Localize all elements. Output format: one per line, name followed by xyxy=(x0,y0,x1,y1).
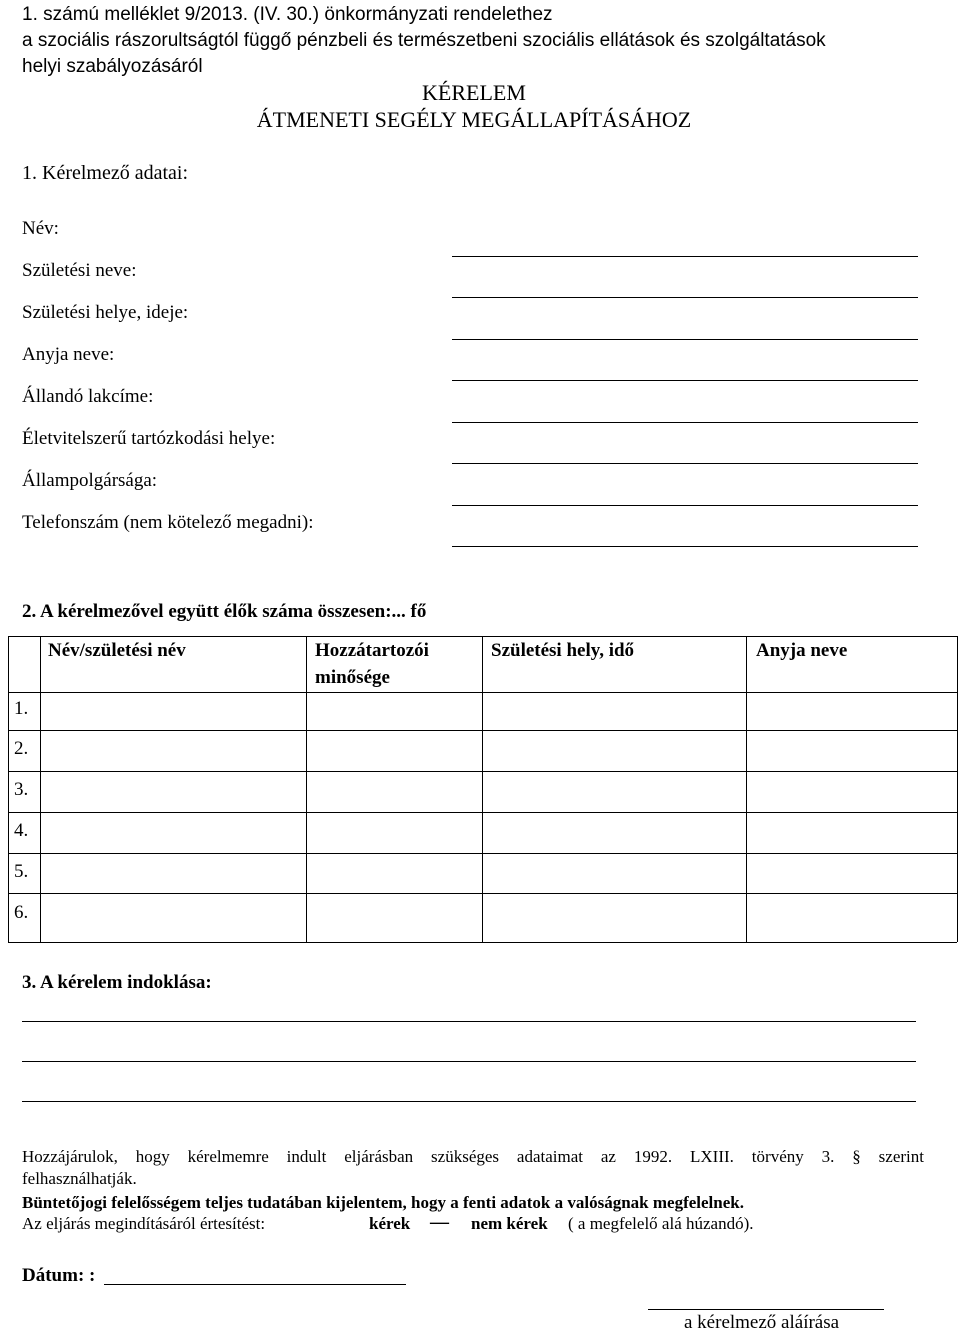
option-hint: ( a megfelelő alá húzandó). xyxy=(568,1214,754,1233)
consent-text-cont: felhasználhatják. xyxy=(22,1169,137,1188)
phone-input-line[interactable] xyxy=(452,546,918,547)
form-title: KÉRELEM xyxy=(422,80,526,105)
field-label-name: Név: xyxy=(22,218,59,239)
signature-line[interactable] xyxy=(648,1309,884,1310)
residence-input-line[interactable] xyxy=(452,463,918,464)
field-label-birth-place-date: Születési helye, ideje: xyxy=(22,302,189,323)
justification-line-1[interactable] xyxy=(22,1021,916,1022)
field-label-birth-name: Születési neve: xyxy=(22,260,137,281)
date-input-line[interactable] xyxy=(104,1284,406,1285)
justification-line-2[interactable] xyxy=(22,1061,916,1062)
row-number: 5. xyxy=(14,861,29,882)
birth-name-input-line[interactable] xyxy=(452,297,918,298)
address-input-line[interactable] xyxy=(452,422,918,423)
regulation-subject-cont: helyi szabályozásáról xyxy=(22,56,203,77)
row-number: 4. xyxy=(14,820,29,841)
field-label-permanent-address: Állandó lakcíme: xyxy=(22,386,154,407)
row-number: 3. xyxy=(14,779,29,800)
section2-heading: 2. A kérelmezővel együtt élők száma összesen:... fő xyxy=(22,601,427,622)
notification-label: Az eljárás megindításáról értesítést: xyxy=(22,1214,266,1233)
field-label-residence: Életvitelszerű tartózkodási helye: xyxy=(22,428,276,449)
row-number: 6. xyxy=(14,902,29,923)
name-input-line[interactable] xyxy=(452,256,918,257)
form-subtitle: ÁTMENETI SEGÉLY MEGÁLLAPÍTÁSÁHOZ xyxy=(256,107,692,132)
birth-place-input-line[interactable] xyxy=(452,339,918,340)
field-label-phone: Telefonszám (nem kötelező megadni): xyxy=(22,512,314,533)
section3-heading: 3. A kérelem indoklása: xyxy=(22,972,212,993)
col-header-relationship-cont: minősége xyxy=(315,667,390,688)
option-request[interactable]: kérek xyxy=(369,1214,411,1233)
criminal-liability-statement: Büntetőjogi felelősségem teljes tudatában kijelentem, hogy a fenti adatok a valóságnak megfelelnek. xyxy=(22,1193,744,1212)
date-label: Dátum: : xyxy=(22,1265,96,1286)
annex-reference: 1. számú melléklet 9/2013. (IV. 30.) önkormányzati rendelethez xyxy=(22,4,553,25)
mother-name-input-line[interactable] xyxy=(452,380,918,381)
regulation-subject: a szociális rászorultságtól függő pénzbeli és természetbeni szociális ellátások és szolgáltatások xyxy=(22,30,826,51)
row-number: 2. xyxy=(14,738,29,759)
consent-text: Hozzájárulok, hogy kérelmemre indult eljárásban szükséges adataimat az 1992. LXIII. törvény 3. § szerint xyxy=(22,1147,924,1166)
option-no-request[interactable]: nem kérek xyxy=(471,1214,548,1233)
justification-line-3[interactable] xyxy=(22,1101,916,1102)
col-header-birth: Születési hely, idő xyxy=(491,640,635,661)
section1-heading: 1. Kérelmező adatai: xyxy=(22,162,189,184)
citizenship-input-line[interactable] xyxy=(452,505,918,506)
field-label-mother-name: Anyja neve: xyxy=(22,344,115,365)
signature-label: a kérelmező aláírása xyxy=(684,1312,840,1333)
col-header-name: Név/születési név xyxy=(48,640,186,661)
row-number: 1. xyxy=(14,698,29,719)
col-header-relationship: Hozzátartozói xyxy=(315,640,429,661)
field-label-citizenship: Állampolgársága: xyxy=(22,470,158,491)
col-header-mother: Anyja neve xyxy=(756,640,848,661)
option-separator: — xyxy=(430,1212,449,1233)
